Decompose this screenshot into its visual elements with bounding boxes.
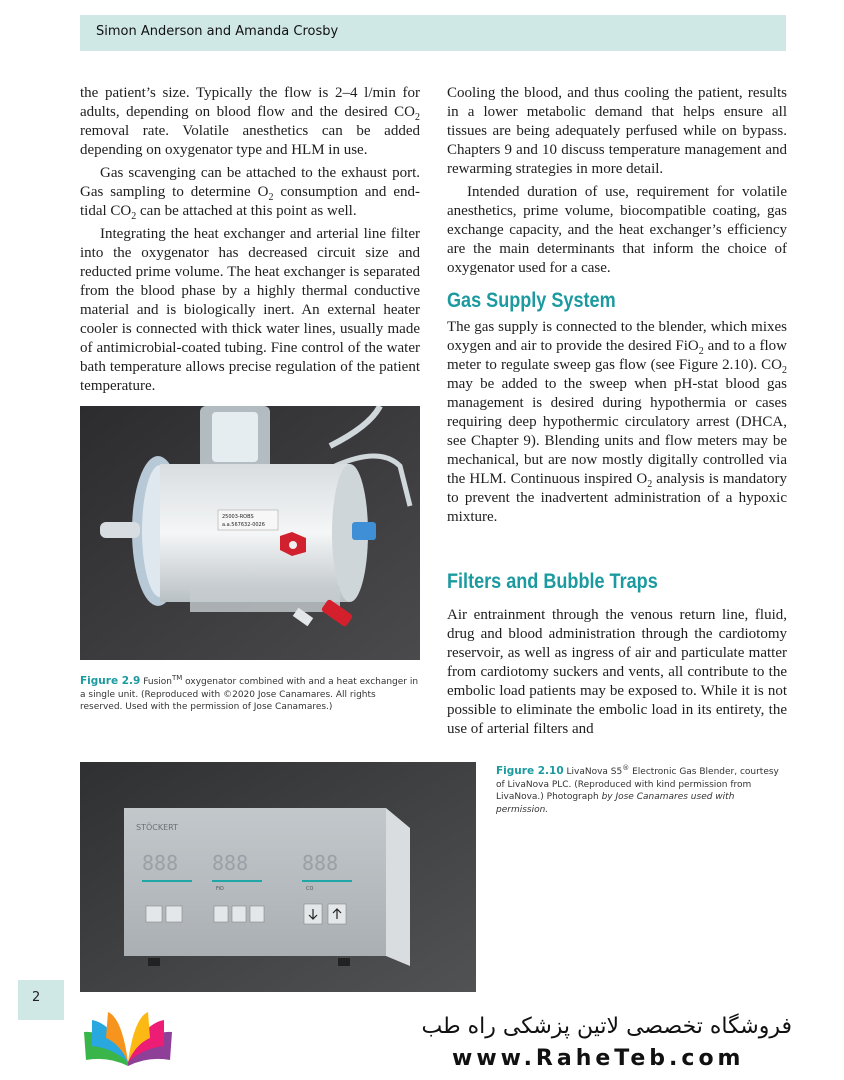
figure-2-9-caption: Figure 2.9 Fusion™ oxygenator combined with and a heat exchanger in a single unit. (Reproduced with ©2020 Jose Canamares. All rights reserved. Used with the permission of Jose Canamares.) xyxy=(80,674,419,712)
gas-blender-photo xyxy=(80,762,476,992)
paragraph: Integrating the heat exchanger and arterial line filter into the oxygenator has decreased circuit size and reducted prime volume. The heat exchanger is separated from the blood phase by a highly thermal conductive material and is biologically inert. An external heater cooler is connected with thick water lines, usually made of antimicrobial-coated tubing. Fine control of the water bath temperature allows precise regulation of the patient temperature. xyxy=(80,226,420,394)
paragraph: Intended duration of use, requirement for volatile anesthetics, prime volume, biocompatible coating, gas exchange capacity, and the heat exchanger’s efficiency are the main determinants that inform the choice of oxygenator used for a case. xyxy=(447,184,787,276)
gas-blender-illustration xyxy=(80,762,476,992)
brand-logo: STÖCKERT xyxy=(136,823,179,832)
paragraph: The gas supply is connected to the blender, which mixes oxygen and air to provide the desired FiO$_2$ and to a flow meter to regulate sweep gas flow (see Figure 2.10). $CO_2$ may be added to the sweep when pH-stat blood gas management is desired during hypothermia or cases requiring deep hypothermic circulatory arrest (DHCA, see Chapter 9). Blending units and flow meters may be mechanical, but are now mostly digitally controlled via the HLM. Continuous inspired $O_2$ analysis is mandatory to prevent the inadvertent administration of a hypoxic mixture. xyxy=(447,319,787,525)
right-column-text-2 xyxy=(447,318,787,527)
product-label-line2: a.a.567632-0026 xyxy=(222,522,265,528)
section-heading-gas-supply: Gas Supply System xyxy=(447,289,616,312)
display-3: 888 xyxy=(302,851,339,875)
section-heading-filters: Filters and Bubble Traps xyxy=(447,570,658,593)
panel-label-fio2: FiO xyxy=(216,886,224,892)
paragraph: the patient’s size. Typically the flow is 2–4 l/min for adults, depending on blood flow and the desired $CO_2$ removal rate. Volatile anesthetics can be added depending on oxygenator type and HLM in use. xyxy=(80,85,420,158)
paragraph: Air entrainment through the venous return line, fluid, drug and blood administration through the cardiotomy reservoir, as well as ingress of air and particulate matter from cardiotomy suckers and vents, all contribute to the embolic load patients may be exposed to. While it is not possible to eliminate the embolic load in its entirety, the use of arterial filters and xyxy=(447,607,787,737)
left-column-text xyxy=(80,84,420,396)
product-label-line1: 25003-ROBS xyxy=(222,514,254,520)
page-number-tab xyxy=(18,980,64,1020)
watermark-url: www.RaheTeb.com xyxy=(452,1046,745,1071)
paragraph: Gas scavenging can be attached to the exhaust port. Gas sampling to determine $O_2$ consumption and end-tidal $CO_2$ can be attached at this point as well. xyxy=(80,165,421,222)
figure-label: Figure 2.10 xyxy=(496,765,564,777)
panel-label-co2: CO xyxy=(306,886,314,892)
display-1: 888 xyxy=(142,851,179,875)
figure-label: Figure 2.9 xyxy=(80,675,141,687)
right-column-text-3 xyxy=(447,606,787,739)
paragraph: Cooling the blood, and thus cooling the patient, results in a lower metabolic demand that helps ensure all tissues are being adequately perfused while on bypass. Chapters 9 and 10 discuss temperature management and rewarming strategies in more detail. xyxy=(447,85,787,177)
book-logo-icon xyxy=(78,1010,178,1068)
oxygenator-photo xyxy=(80,406,420,660)
watermark-store-name: فروشگاه تخصصی لاتین پزشکی راه طب xyxy=(421,1014,792,1039)
right-column-text-1 xyxy=(447,84,787,278)
display-2: 888 xyxy=(212,851,249,875)
running-header xyxy=(80,15,786,51)
header-authors: Simon Anderson and Amanda Crosby xyxy=(96,24,339,39)
figure-2-10-caption: Figure 2.10 LivaNova S5® Electronic Gas Blender, courtesy of LivaNova PLC. (Reproduced with kind permission from LivaNova.) Photograph by Jose Canamares used with permission. xyxy=(496,764,779,815)
page-number: 2 xyxy=(32,990,41,1005)
oxygenator-illustration xyxy=(80,406,420,660)
